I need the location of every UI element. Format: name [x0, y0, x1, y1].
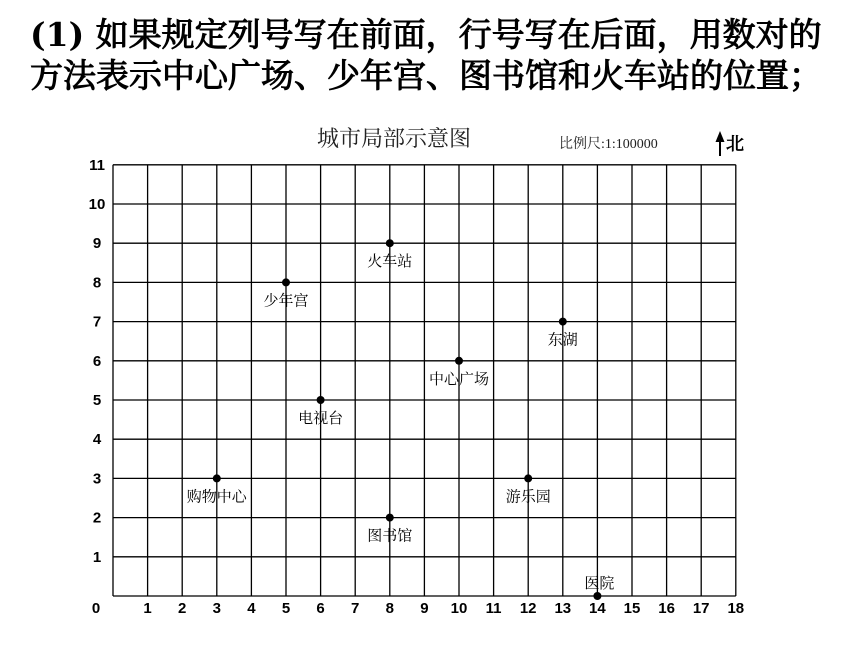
y-tick-label: 11 — [89, 156, 105, 174]
x-tick-label: 12 — [519, 600, 537, 617]
question-line-2: 方法表示中心广场、少年宫、图书馆和火车站的位置； — [30, 56, 822, 95]
x-tick-label: 0 — [91, 600, 101, 617]
y-tick-label: 2 — [92, 509, 102, 527]
place-label: 东湖 — [547, 330, 578, 349]
y-tick-label: 10 — [88, 196, 106, 213]
x-tick-label: 5 — [281, 600, 291, 617]
x-tick-label: 6 — [316, 600, 325, 617]
place-marker — [386, 514, 394, 522]
x-tick-label: 17 — [692, 600, 710, 617]
map-grid — [113, 165, 736, 596]
place-marker — [386, 239, 394, 247]
y-tick-label: 5 — [92, 392, 102, 409]
place-label: 中心广场 — [428, 369, 490, 388]
x-tick-label: 9 — [420, 600, 429, 617]
y-tick-label: 3 — [92, 470, 102, 488]
place-label: 游乐园 — [505, 487, 551, 506]
x-tick-label: 16 — [658, 600, 675, 617]
y-tick-label: 4 — [92, 431, 102, 449]
x-tick-label: 15 — [623, 600, 641, 617]
x-tick-label: 11 — [485, 600, 502, 617]
question-line-1: (1) 如果规定列号写在前面，行号写在后面，用数对的 — [30, 15, 822, 54]
x-tick-label: 4 — [247, 600, 256, 617]
place-marker — [455, 357, 463, 365]
place-label: 少年宫 — [263, 291, 309, 310]
place-label: 图书馆 — [367, 526, 413, 545]
place-label: 电视台 — [298, 409, 344, 427]
place-marker — [524, 474, 532, 482]
y-tick-label: 9 — [92, 235, 102, 253]
place-label: 火车站 — [367, 252, 413, 271]
x-tick-label: 10 — [450, 600, 468, 617]
place-marker — [317, 396, 325, 404]
x-tick-label: 18 — [727, 600, 745, 617]
y-tick-label: 7 — [92, 313, 102, 331]
x-tick-label: 2 — [178, 600, 187, 617]
north-arrow-icon — [716, 131, 725, 156]
x-tick-label: 3 — [212, 600, 221, 617]
place-label: 医院 — [584, 574, 615, 592]
y-tick-label: 1 — [92, 548, 102, 566]
scale-label: 比例尺:1:100000 — [559, 137, 658, 152]
x-tick-label: 7 — [351, 600, 360, 617]
place-marker — [593, 592, 601, 600]
place-marker — [559, 318, 567, 326]
map-title: 城市局部示意图 — [316, 127, 472, 152]
x-tick-label: 13 — [554, 600, 572, 617]
north-label: 北 — [726, 134, 744, 155]
y-tick-label: 6 — [92, 352, 102, 370]
y-tick-label: 8 — [92, 274, 102, 292]
x-tick-label: 14 — [589, 600, 606, 617]
y-axis-ticks — [89, 157, 106, 566]
x-tick-label: 1 — [143, 600, 152, 617]
place-label: 购物中心 — [186, 487, 247, 506]
place-marker — [282, 278, 290, 286]
place-marker — [213, 474, 221, 482]
x-tick-label: 8 — [385, 600, 394, 617]
x-axis-ticks — [92, 600, 744, 617]
